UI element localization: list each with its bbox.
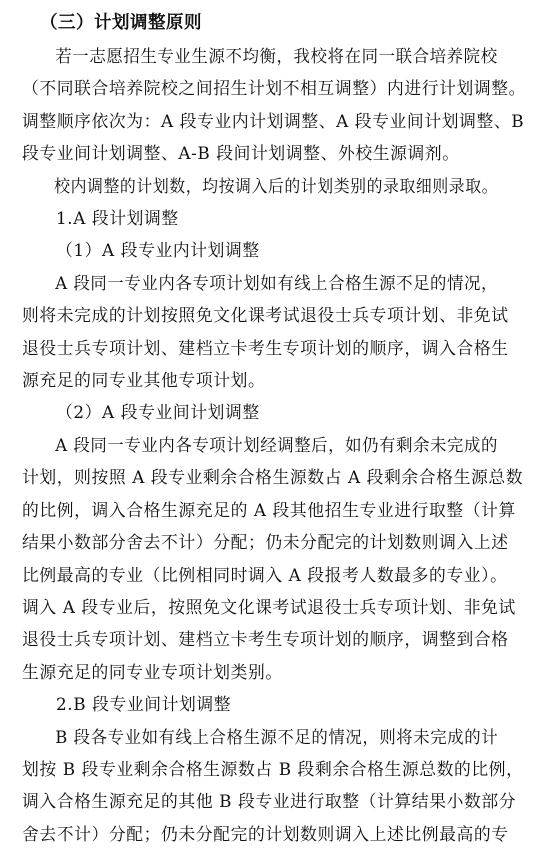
text-line: 划按 B 段专业剩余合格生源数占 B 段剩余合格生源总数的比例， <box>22 758 524 779</box>
text-line: 结果小数部分舍去不计）分配；仍未分配完的计划数则调入上述 <box>22 532 509 553</box>
subheading-b-between-majors: 2.B 段专业间计划调整 <box>56 694 232 715</box>
text-line: 若一志愿招生专业生源不均衡，我校将在同一联合培养院校 <box>55 46 498 66</box>
paragraph-b-between-majors <box>22 721 532 850</box>
paragraph-a-within-major <box>22 267 532 397</box>
text-line: （不同联合培养院校之间招生计划不相互调整）内进行计划调整。 <box>22 78 527 99</box>
subheading-a-segment: 1.A 段计划调整 <box>56 208 179 229</box>
text-line: 生源充足的同专业专项计划类别。 <box>22 661 283 682</box>
text-line: 调整顺序依次为：A 段专业内计划调整、A 段专业间计划调整、B <box>22 110 525 131</box>
text-line: 退役士兵专项计划、建档立卡考生专项计划的顺序，调入合格生 <box>22 337 509 358</box>
text-line: 则将未完成的计划按照免文化课考试退役士兵专项计划、非免试 <box>22 305 509 326</box>
text-line: A 段同一专业内各专项计划经调整后，如仍有剩余未完成的 <box>55 434 498 455</box>
subheading-a-between-majors: （2）A 段专业间计划调整 <box>56 402 260 423</box>
text-line: B 段各专业如有线上合格生源不足的情况，则将未完成的计 <box>55 726 499 747</box>
text-line: 舍去不计）分配；仍未分配完的计划数则调入上述比例最高的专 <box>22 823 509 844</box>
text-line: 调入 A 段专业后，按照免文化课考试退役士兵专项计划、非免试 <box>22 596 516 617</box>
paragraph-a-between-majors <box>22 429 532 688</box>
text-line: 校内调整的计划数，均按调入后的计划类别的录取细则录取。 <box>54 175 499 196</box>
text-line: 退役士兵专项计划、建档立卡考生专项计划的顺序，调整到合格 <box>22 629 509 650</box>
section-heading: （三）计划调整原则 <box>40 13 202 33</box>
text-line: 计划，则按照 A 段专业剩余合格生源数占 A 段剩余合格生源总数 <box>22 467 524 488</box>
text-line: 段专业间计划调整、A-B 段间计划调整、外校生源调剂。 <box>22 143 460 164</box>
text-line: 比例最高的专业（比例相同时调入 A 段报考人数最多的专业）。 <box>22 564 508 585</box>
text-line: 调入合格生源充足的其他 B 段专业进行取整（计算结果小数部分 <box>22 791 517 812</box>
subheading-a-within-major: （1）A 段专业内计划调整 <box>56 240 260 261</box>
text-line: 的比例，调入合格生源充足的 A 段其他招生专业进行取整（计算 <box>22 499 516 520</box>
text-line: 源充足的同专业其他专项计划。 <box>22 370 266 391</box>
text-line: A 段同一专业内各专项计划如有线上合格生源不足的情况， <box>55 272 498 293</box>
paragraph-adjustment-scope <box>22 40 532 170</box>
paragraph-admission-rule <box>22 170 532 202</box>
